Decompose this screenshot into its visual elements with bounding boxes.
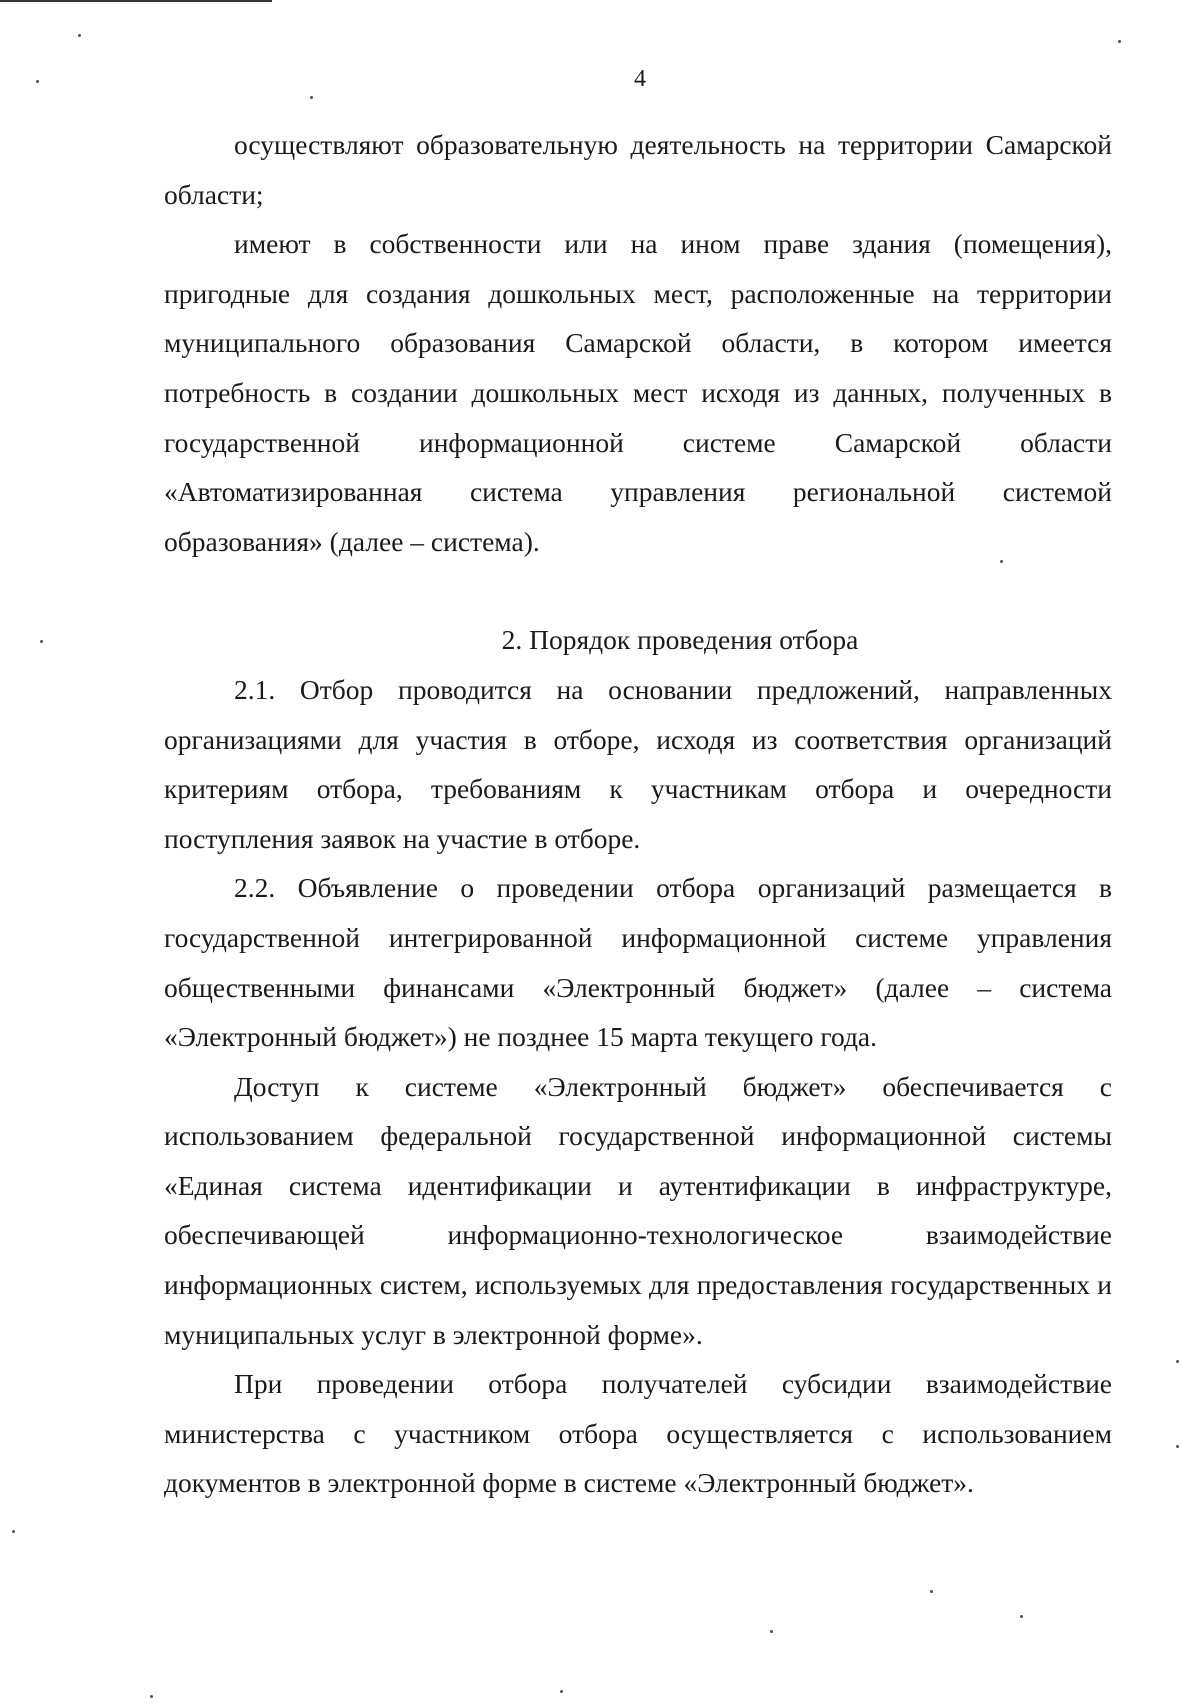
scan-speck — [1000, 560, 1003, 563]
paragraph-requirements: имеют в собственности или на ином праве здания (помещения), пригодные для создания дошкольных мест, расположенные на территории муниципального образования Самарской области, в котором имеется потребность в создании дошкольных мест исходя из данных, полученных в государственной информационной системе Самарской области «Автоматизированная система управления региональной системой образования» (далее – система). — [164, 228, 1112, 557]
paragraph-interaction: При проведении отбора получателей субсидии взаимодействие министерства с участником отбора осуществляется с использованием документов в электронной форме в системе «Электронный бюджет». — [164, 1368, 1112, 1499]
scan-speck — [1118, 40, 1121, 43]
scan-edge-line — [0, 0, 272, 2]
paragraph-continuation: осуществляют образовательную деятельность на территории Самарской области; — [164, 129, 1112, 210]
scan-speck — [12, 1530, 15, 1533]
page-number: 4 — [634, 66, 646, 92]
paragraph-access: Доступ к системе «Электронный бюджет» обеспечивается с использованием федеральной государственной информационной системы «Единая система идентификации и аутентификации в инфраструктуре, обеспечивающей информационно-технологическое взаимодействие информационных систем, используемых для предоставления государственных и муниципальных услуг в электронной форме». — [164, 1070, 1112, 1350]
scan-speck — [1176, 1360, 1179, 1363]
scan-speck — [150, 1695, 153, 1698]
scan-speck — [36, 80, 39, 83]
document-body — [164, 120, 1112, 1508]
section-spacer — [164, 566, 1112, 615]
scan-speck — [310, 96, 313, 99]
paragraph-2-1: 2.1. Отбор проводится на основании предложений, направленных организациями для участия в отборе, исходя из соответствия организаций критериям отбора, требованиям к участникам отбора и очередности поступления заявок на участие в отборе. — [164, 673, 1112, 854]
scan-speck — [1020, 1615, 1023, 1618]
scan-speck — [40, 640, 43, 643]
scan-speck — [1176, 1445, 1179, 1448]
scan-speck — [770, 1630, 773, 1633]
section-heading: 2. Порядок проведения отбора — [501, 624, 859, 656]
scan-speck — [78, 34, 81, 37]
scan-speck — [930, 1590, 933, 1593]
scan-speck — [560, 1690, 563, 1693]
paragraph-2-2: 2.2. Объявление о проведении отбора организаций размещается в государственной интегрированной информационной системе управления общественными финансами «Электронный бюджет» (далее – система «Электронный бюджет») не позднее 15 марта текущего года. — [164, 872, 1112, 1053]
